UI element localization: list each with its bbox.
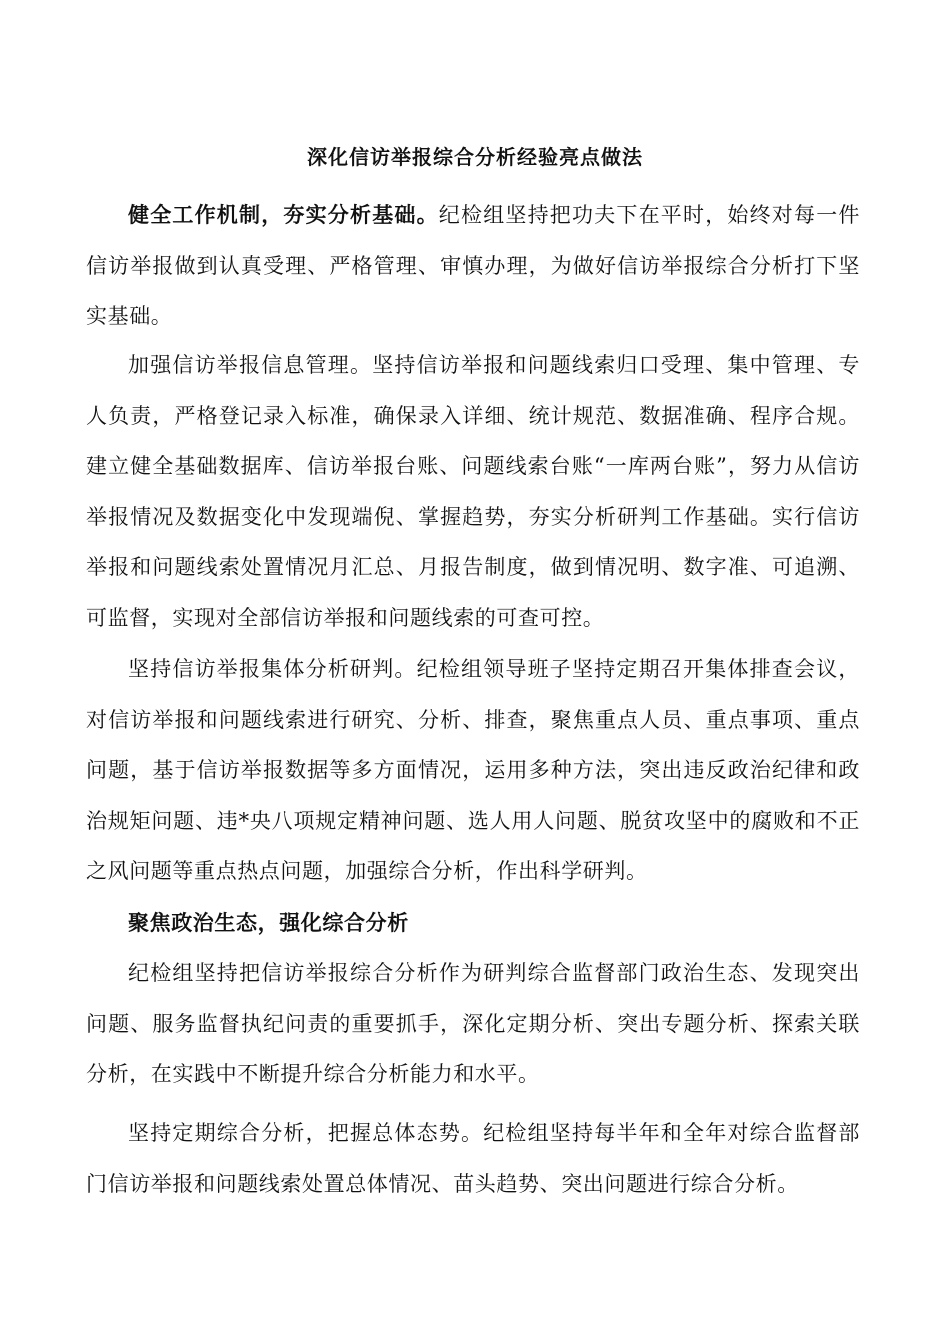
paragraph-political-ecology: 纪检组坚持把信访举报综合分析作为研判综合监督部门政治生态、发现突出问题、服务监督执纪问责的重要抓手，深化定期分析、突出专题分析、探索关联分析，在实践中不断提升综合分析能力和水平。 (86, 961, 860, 1086)
paragraph-lead: 健全工作机制，夯实分析基础。 (128, 202, 439, 227)
document-title: 深化信访举报综合分析经验亮点做法 (307, 145, 643, 169)
paragraph-mechanism (86, 190, 860, 342)
section-heading: 聚焦政治生态，强化综合分析 (128, 910, 409, 935)
paragraph-periodic-analysis: 坚持定期综合分析，把握总体态势。纪检组坚持每半年和全年对综合监督部门信访举报和问题线索处置总体情况、苗头趋势、突出问题进行综合分析。 (86, 1121, 860, 1196)
paragraph-info-management: 加强信访举报信息管理。坚持信访举报和问题线索归口受理、集中管理、专人负责，严格登记录入标准，确保录入详细、统计规范、数据准确、程序合规。建立健全基础数据库、信访举报台账、问题线索台账“一库两台账”，努力从信访举报情况及数据变化中发现端倪、掌握趋势，夯实分析研判工作基础。实行信访举报和问题线索处置情况月汇总、月报告制度，做到情况明、数字准、可追溯、可监督，实现对全部信访举报和问题线索的可查可控。 (86, 353, 860, 630)
paragraph-collective-analysis: 坚持信访举报集体分析研判。纪检组领导班子坚持定期召开集体排查会议，对信访举报和问题线索进行研究、分析、排查，聚焦重点人员、重点事项、重点问题，基于信访举报数据等多方面情况，运用多种方法，突出违反政治纪律和政治规矩问题、违*央八项规定精神问题、选人用人问题、脱贫攻坚中的腐败和不正之风问题等重点热点问题，加强综合分析，作出科学研判。 (86, 657, 860, 883)
paragraph-text: 纪检组坚持把功夫下在平时，始终对每一件信访举报做到认真受理、严格管理、审慎办理，为做好信访举报综合分析打下坚实基础。 (86, 203, 860, 328)
